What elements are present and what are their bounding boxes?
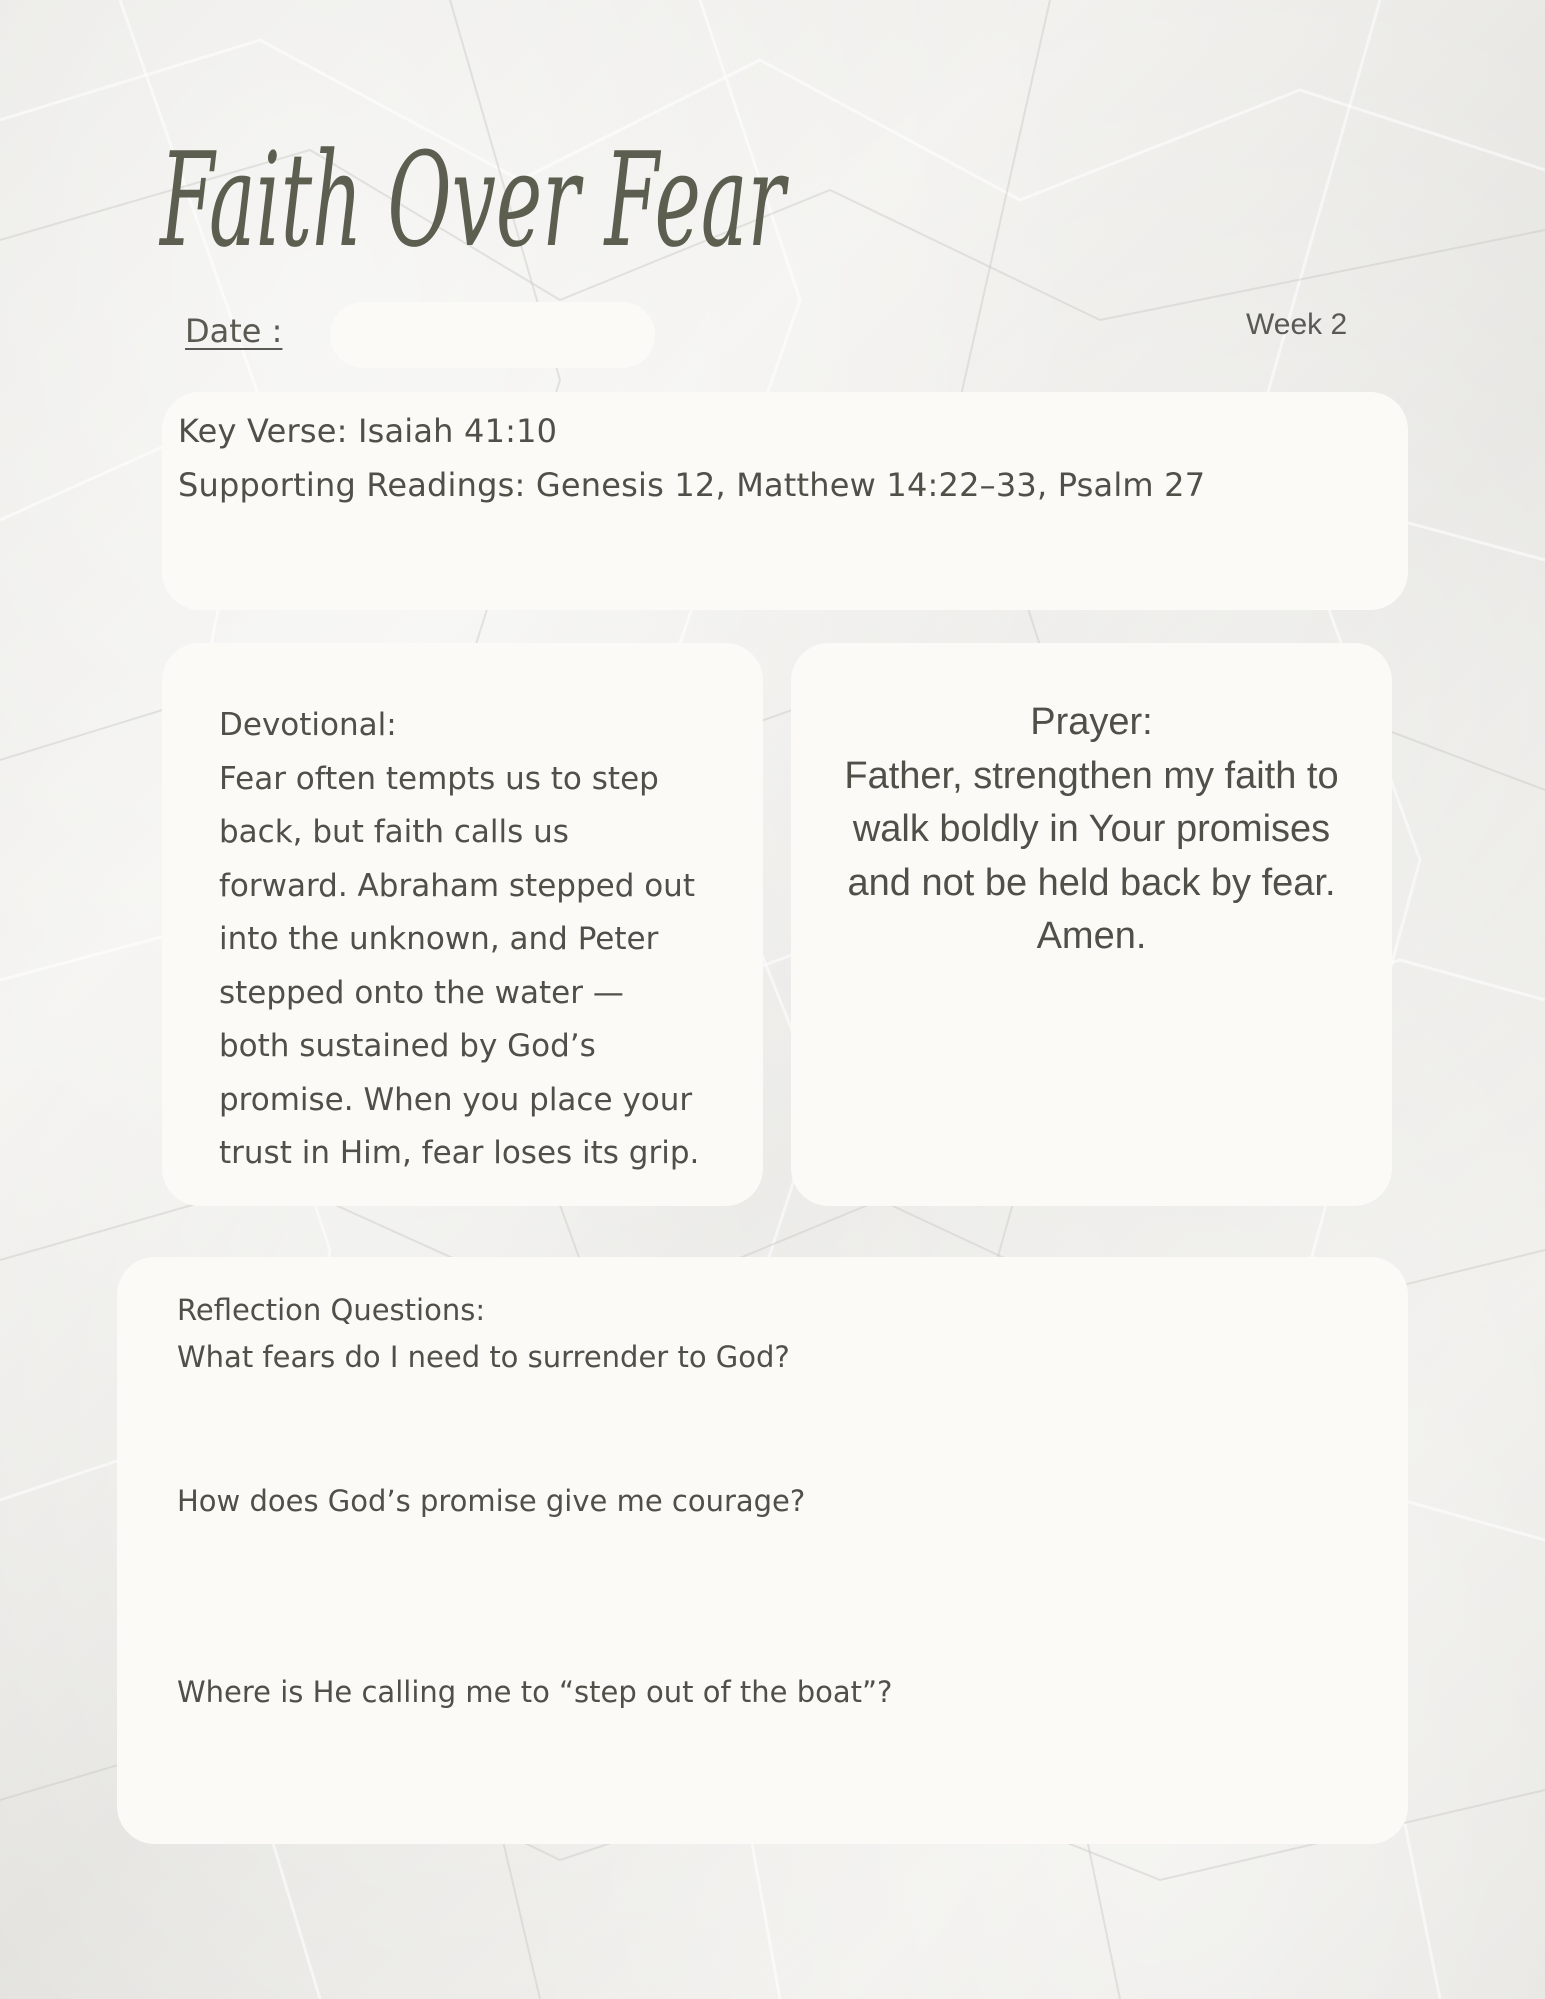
devotional-line: into the unknown, and Peter (219, 921, 659, 957)
devotional-heading: Devotional: (219, 707, 397, 743)
reflection-question-2: How does God’s promise give me courage? (177, 1484, 806, 1518)
week-label: Week 2 (1246, 308, 1348, 341)
prayer-line: Amen. (1036, 915, 1147, 957)
devotional-text (219, 699, 739, 1181)
devotional-line: Fear often tempts us to step (219, 760, 659, 797)
reflection-heading: Reflection Questions: (177, 1293, 486, 1327)
prayer-heading: Prayer: (1030, 701, 1153, 743)
reflection-question-1: What fears do I need to surrender to God? (177, 1340, 790, 1374)
page-title-text: Faith Over Fear (158, 124, 790, 276)
prayer-text (791, 696, 1392, 964)
prayer-line: and not be held back by fear. (847, 861, 1336, 904)
supporting-readings: Supporting Readings: Genesis 12, Matthew 14:22–33, Psalm 27 (178, 466, 1206, 504)
devotional-line: stepped onto the water — (219, 974, 624, 1011)
prayer-line: walk boldly in Your promises (852, 808, 1331, 850)
devotional-card (162, 643, 763, 1206)
date-label: Date : (185, 312, 283, 350)
verse-card (162, 392, 1408, 610)
devotional-line: forward. Abraham stepped out (219, 867, 695, 904)
devotional-line: both sustained by God’s (219, 1028, 596, 1064)
devotional-line: promise. When you place your (219, 1081, 693, 1118)
page-title (150, 95, 810, 315)
prayer-line: Father, strengthen my faith to (844, 754, 1339, 797)
date-input[interactable] (330, 302, 655, 368)
reflection-question-3: Where is He calling me to “step out of the boat”? (177, 1675, 893, 1709)
reflection-card (117, 1257, 1408, 1844)
devotional-line: back, but faith calls us (219, 814, 569, 850)
prayer-card (791, 643, 1392, 1206)
devotional-line: trust in Him, fear loses its grip. (219, 1135, 700, 1171)
key-verse: Key Verse: Isaiah 41:10 (178, 412, 558, 450)
